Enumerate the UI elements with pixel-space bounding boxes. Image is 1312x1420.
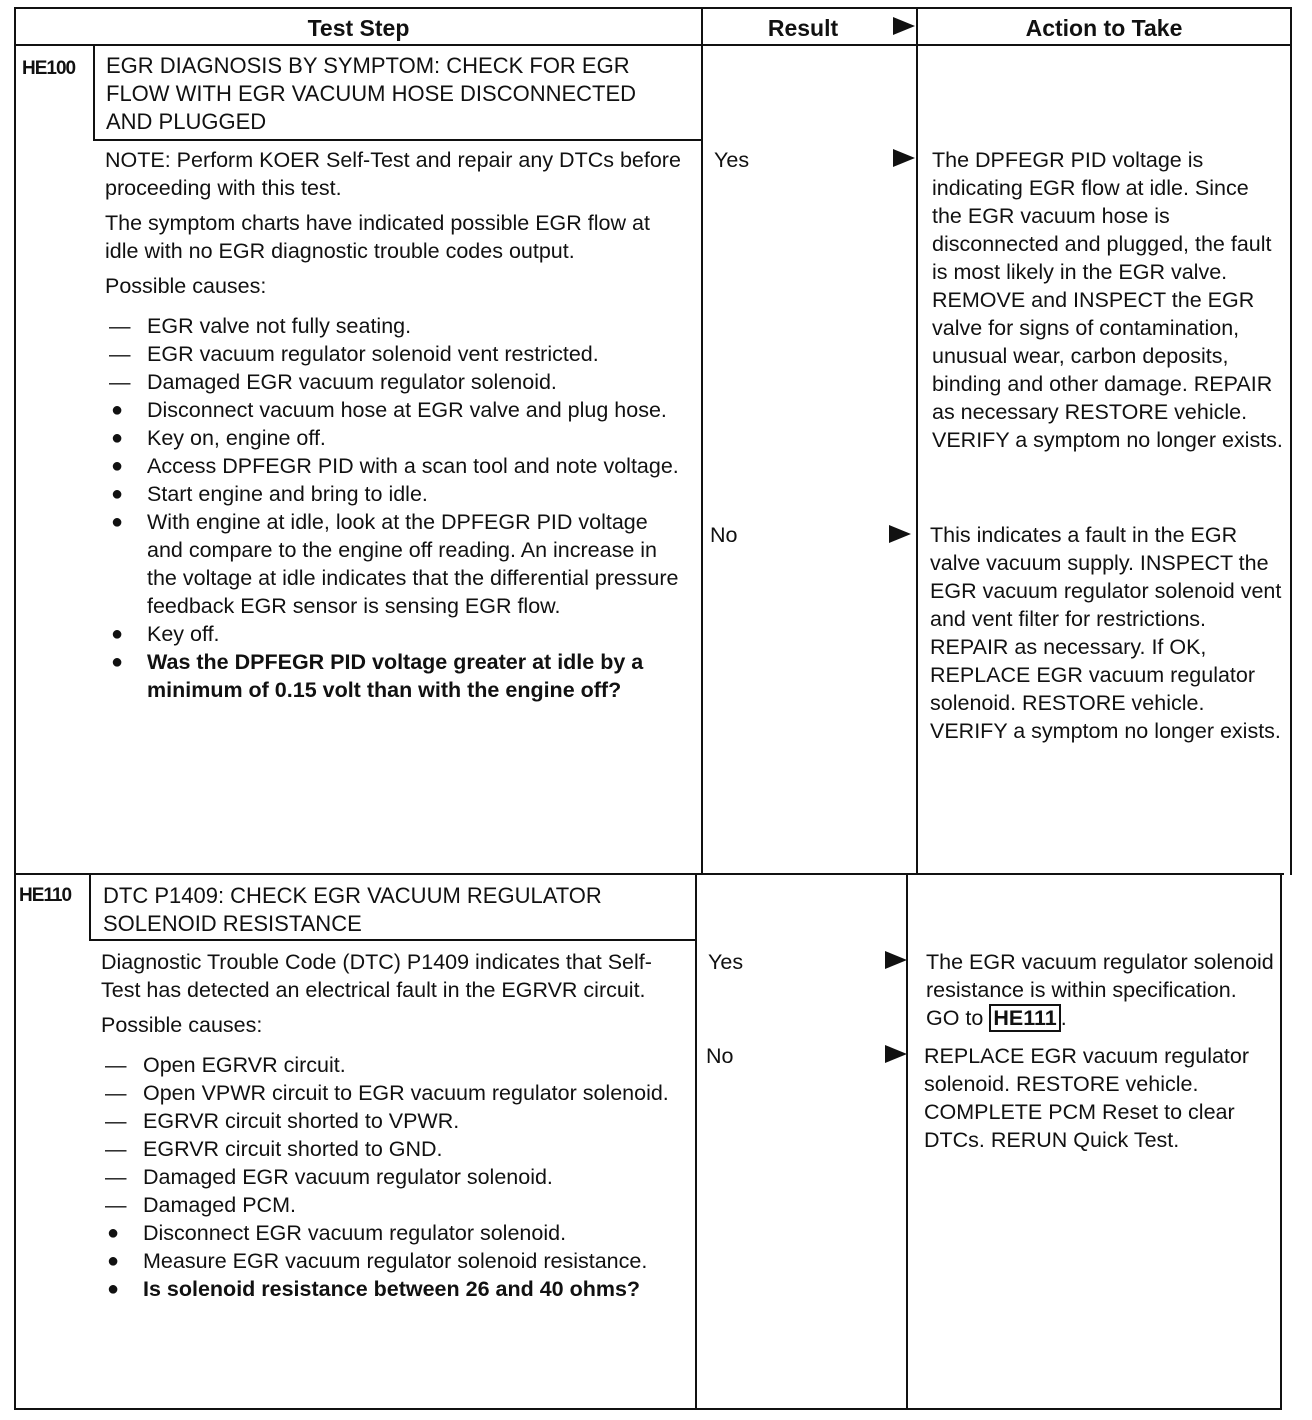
bullet-item: ● Disconnect EGR vacuum regulator solenoid. xyxy=(107,1221,567,1245)
dash-icon: — xyxy=(105,1109,127,1133)
he100-code-divider xyxy=(93,44,95,141)
bullet-item: ● Disconnect vacuum hose at EGR valve and plug hose. xyxy=(111,398,667,422)
bullet-item: ● Key on, engine off. xyxy=(111,426,326,450)
bullet-item: ● With engine at idle, look at the DPFEGR PID voltage and compare to the engine off reading. An increase in the voltage at idle indicates that the differential pressure feedback EGR sensor is sensing EGR flow. xyxy=(111,510,679,618)
cause-item: — EGR vacuum regulator solenoid vent restricted. xyxy=(109,342,599,366)
col-divider-action-top xyxy=(916,7,918,875)
table-bottom-border xyxy=(14,1408,1282,1410)
bullet-item: ● Access DPFEGR PID with a scan tool and note voltage. xyxy=(111,454,679,478)
bullet-item: ● Start engine and bring to idle. xyxy=(111,482,428,506)
bullet-icon: ● xyxy=(111,651,124,673)
goto-he111-link[interactable]: HE111 xyxy=(989,1004,1060,1032)
dash-icon: — xyxy=(105,1193,127,1217)
action-yes-text: The EGR vacuum regulator solenoid resistance is within specification. GO to xyxy=(926,950,1274,1030)
result-yes-arrow-icon xyxy=(893,149,915,167)
table-right-border-top xyxy=(1290,7,1292,875)
he110-title-bottom xyxy=(89,939,697,941)
dash-icon: — xyxy=(105,1053,127,1077)
cause-item: — Damaged EGR vacuum regulator solenoid. xyxy=(109,370,557,394)
action-yes-post: . xyxy=(1060,1006,1067,1030)
cause-item: — EGRVR circuit shorted to GND. xyxy=(105,1137,443,1161)
bullet-icon: ● xyxy=(111,511,124,533)
dash-icon: — xyxy=(109,370,131,394)
bullet-icon: ● xyxy=(111,483,124,505)
action-no: REPLACE EGR vacuum regulator solenoid. RESTORE vehicle. COMPLETE PCM Reset to clear DTCs. RERUN Quick Test. xyxy=(924,1044,1250,1152)
cause-item: — EGR valve not fully seating. xyxy=(109,314,412,338)
note-paragraph: NOTE: Perform KOER Self-Test and repair any DTCs before proceeding with this test. xyxy=(105,148,681,200)
dash-icon: — xyxy=(105,1137,127,1161)
dash-icon: — xyxy=(109,342,131,366)
action-yes: The DPFEGR PID voltage is indicating EGR flow at idle. Since the EGR vacuum hose is disconnected and plugged, the fault is most likely in the EGR valve. REMOVE and INSPECT the EGR valve for signs of contamination, unusual wear, carbon deposits, binding and other damage. REPAIR as necessary RESTORE vehicle. VERIFY a symptom no longer exists. xyxy=(932,148,1283,452)
result-no-arrow-icon xyxy=(885,1045,907,1063)
bullet-icon: ● xyxy=(111,623,124,645)
result-yes-arrow-icon xyxy=(885,951,907,969)
step-title: DTC P1409: CHECK EGR VACUUM REGULATOR SOLENOID RESISTANCE xyxy=(103,883,602,936)
col-divider-result-top xyxy=(701,7,703,875)
step-code: HE110 xyxy=(19,885,72,906)
question-item: ● Is solenoid resistance between 26 and 40 ohms? xyxy=(107,1277,641,1301)
step-code: HE100 xyxy=(22,58,76,79)
bullet-item: ● Key off. xyxy=(111,622,220,646)
cause-item: — Damaged EGR vacuum regulator solenoid. xyxy=(105,1165,553,1189)
action-yes xyxy=(926,948,1276,1032)
result-yes: Yes xyxy=(708,950,744,974)
result-yes: Yes xyxy=(714,148,750,172)
bullet-icon: ● xyxy=(111,455,124,477)
result-no: No xyxy=(710,523,738,547)
step-title: EGR DIAGNOSIS BY SYMPTOM: CHECK FOR EGR FLOW WITH EGR VACUUM HOSE DISCONNECTED AND PLUGGED xyxy=(106,53,637,134)
bullet-item: ● Measure EGR vacuum regulator solenoid resistance. xyxy=(107,1249,648,1273)
dash-icon: — xyxy=(105,1165,127,1189)
header-test-step: Test Step xyxy=(307,15,410,41)
header-result: Result xyxy=(767,15,839,41)
cause-item: — Damaged PCM. xyxy=(105,1193,296,1217)
possible-causes-label: Possible causes: xyxy=(101,1013,263,1037)
dash-icon: — xyxy=(105,1081,127,1105)
result-no-arrow-icon xyxy=(889,525,911,543)
header-arrow-icon xyxy=(893,17,915,35)
bullet-icon: ● xyxy=(107,1250,120,1272)
col-divider-result-bottom xyxy=(695,875,697,1410)
he100-title-bottom xyxy=(93,139,703,141)
bullet-icon: ● xyxy=(111,399,124,421)
cause-item: — EGRVR circuit shorted to VPWR. xyxy=(105,1109,460,1133)
bullet-icon: ● xyxy=(107,1222,120,1244)
he110-code-divider xyxy=(89,873,91,941)
result-no: No xyxy=(706,1044,734,1068)
action-no: This indicates a fault in the EGR valve vacuum supply. INSPECT the EGR vacuum regulator solenoid vent and vent filter for restrictions. REPAIR as necessary. If OK, REPLACE EGR vacuum regulator solenoid. RESTORE vehicle. VERIFY a symptom no longer exists. xyxy=(930,523,1282,743)
dash-icon: — xyxy=(109,314,131,338)
bullet-icon: ● xyxy=(111,427,124,449)
cause-item: — Open EGRVR circuit. xyxy=(105,1053,346,1077)
question-item: ● Was the DPFEGR PID voltage greater at idle by a minimum of 0.15 volt than with the engine off? xyxy=(111,650,644,702)
description-paragraph: The symptom charts have indicated possible EGR flow at idle with no EGR diagnostic trouble codes output. xyxy=(105,211,650,263)
table-left-border xyxy=(14,7,16,1410)
table-right-border-bottom xyxy=(1280,875,1282,1410)
description-paragraph: Diagnostic Trouble Code (DTC) P1409 indicates that Self-Test has detected an electrical fault in the EGRVR circuit. xyxy=(101,950,652,1002)
bullet-icon: ● xyxy=(107,1278,120,1300)
row-divider-he110 xyxy=(14,873,1284,875)
possible-causes-label: Possible causes: xyxy=(105,274,267,298)
step-body xyxy=(101,948,681,1303)
header-action: Action to Take xyxy=(1025,15,1183,41)
cause-item: — Open VPWR circuit to EGR vacuum regulator solenoid. xyxy=(105,1081,669,1105)
step-body xyxy=(105,146,685,704)
